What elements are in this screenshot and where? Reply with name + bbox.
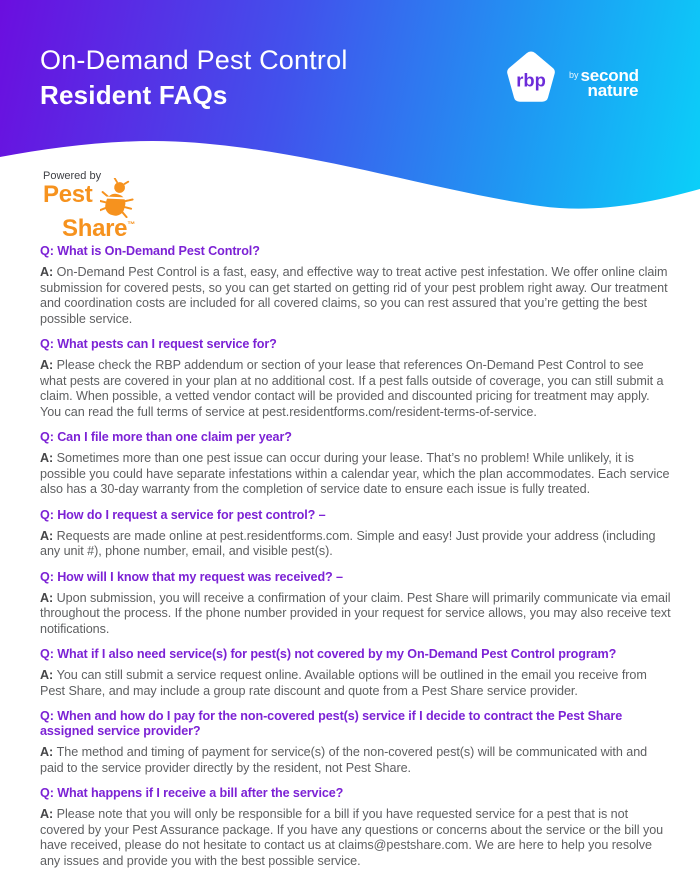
answer-prefix: A:: [40, 358, 57, 372]
faq-question: Q: How do I request a service for pest control? –: [40, 507, 326, 522]
faq-item: [40, 430, 672, 498]
faq-question: Q: Can I file more than one claim per year?: [40, 430, 292, 444]
page-title-line2: Resident FAQs: [40, 80, 228, 110]
faq-list: [0, 232, 700, 869]
faq-answer: [40, 591, 672, 638]
faq-answer: [40, 745, 672, 776]
answer-text: Sometimes more than one pest issue can occur during your lease. That’s no problem! While unlikely, it is possible you could have separate infestations within a calendar year, which the plan accommodates. Each service also has a 30-day warranty from the completion of service date to ensure each issue is fully treated.: [40, 451, 670, 496]
answer-text: The method and timing of payment for service(s) of the non-covered pest(s) will be communicated with and paid to the service provider directly by the resident, not Pest Share.: [40, 745, 648, 775]
faq-item: [40, 244, 672, 327]
faq-answer: [40, 529, 672, 560]
pest-share-word2: Share: [62, 215, 128, 242]
answer-prefix: A:: [40, 807, 57, 821]
answer-prefix: A:: [40, 668, 57, 682]
second-nature-line2: nature: [587, 81, 639, 100]
faq-question: Q: What happens if I receive a bill after the service?: [40, 786, 344, 800]
second-nature-line1: second: [580, 66, 639, 85]
answer-text: On-Demand Pest Control is a fast, easy, and effective way to treat active pest infestation. We offer online claim submission for covered pests, so you can get started on getting rid of your pest problem right away. Our treatment and coordination costs are included for all covered claims, so you can rest assured that you’re getting the best possible service.: [40, 265, 668, 326]
answer-text: Please check the RBP addendum or section of your lease that references On-Demand Pest Control to see what pests are covered in your plan at no additional cost. If a pest falls outside of coverage, you can still submit a claim. When possible, a vetted vendor contact will be provided and discounted pricing for treatment may apply. You can read the full terms of service at pest.residentforms.com/resident-terms-of-service.: [40, 358, 664, 419]
faq-item: [40, 709, 672, 776]
faq-question: Q: When and how do I pay for the non-covered pest(s) service if I decide to contract the Pest Share assigned service provider?: [40, 709, 623, 738]
second-nature-wordmark: [569, 68, 639, 98]
rbp-second-nature-brand: [502, 47, 639, 111]
faq-item: [40, 570, 672, 638]
faq-item: [40, 786, 672, 869]
answer-prefix: A:: [40, 745, 57, 759]
faq-answer: [40, 451, 672, 498]
faq-question: Q: What pests can I request service for?: [40, 337, 277, 351]
faq-item: [40, 337, 672, 420]
faq-item: [40, 508, 672, 560]
trademark-symbol: ™: [127, 220, 136, 229]
answer-text: You can still submit a service request online. Available options will be outlined in the email you receive from Pest Share, and may include a group rate discount and quote from a Pest Share service provider.: [40, 668, 647, 698]
faq-question: Q: What if I also need service(s) for pest(s) not covered by my On-Demand Pest Control program?: [40, 647, 617, 661]
answer-prefix: A:: [40, 451, 57, 465]
faq-question: Q: What is On-Demand Pest Control?: [40, 244, 260, 258]
answer-prefix: A:: [40, 528, 57, 543]
powered-by-pest-share: [43, 170, 135, 241]
faq-item: [40, 647, 672, 699]
page-title-line1: On-Demand Pest Control: [40, 45, 348, 75]
pest-share-logo-line2: [43, 217, 135, 241]
pest-share-word1: Pest: [43, 181, 93, 208]
bug-icon: [100, 178, 134, 218]
answer-text: Please note that you will only be responsible for a bill if you have requested service for a pest that is not covered by your Pest Assurance package. If you have any questions or concerns about the service or the bill you have received, please do not hesitate to contact us at claims@pestshare.com. We are here to help you resolve any issues and provide you with the best possible service.: [40, 807, 664, 868]
powered-by-label: Powered by: [43, 170, 102, 182]
second-nature-words: [581, 68, 639, 98]
rbp-logo-icon: [502, 47, 560, 111]
faq-answer: [40, 668, 672, 699]
answer-prefix: A:: [40, 590, 57, 605]
faq-answer: [40, 358, 672, 420]
answer-text: Requests are made online at pest.residentforms.com. Simple and easy! Just provide your address (including any unit #), phone number, email, and visible pest(s).: [40, 528, 656, 558]
faq-question: Q: How will I know that my request was received? –: [40, 569, 343, 584]
by-label: by: [569, 70, 579, 80]
pest-share-logo: [43, 183, 135, 218]
answer-text: Upon submission, you will receive a confirmation of your claim. Pest Share will primarily communicate via email throughout the process. If the phone number provided in your request for service allows, you may also receive text notifications.: [40, 590, 671, 636]
faq-answer: [40, 807, 672, 869]
answer-prefix: A:: [40, 265, 57, 279]
page-title: [40, 42, 348, 112]
svg-text:rbp: rbp: [516, 69, 546, 91]
faq-answer: [40, 265, 672, 327]
